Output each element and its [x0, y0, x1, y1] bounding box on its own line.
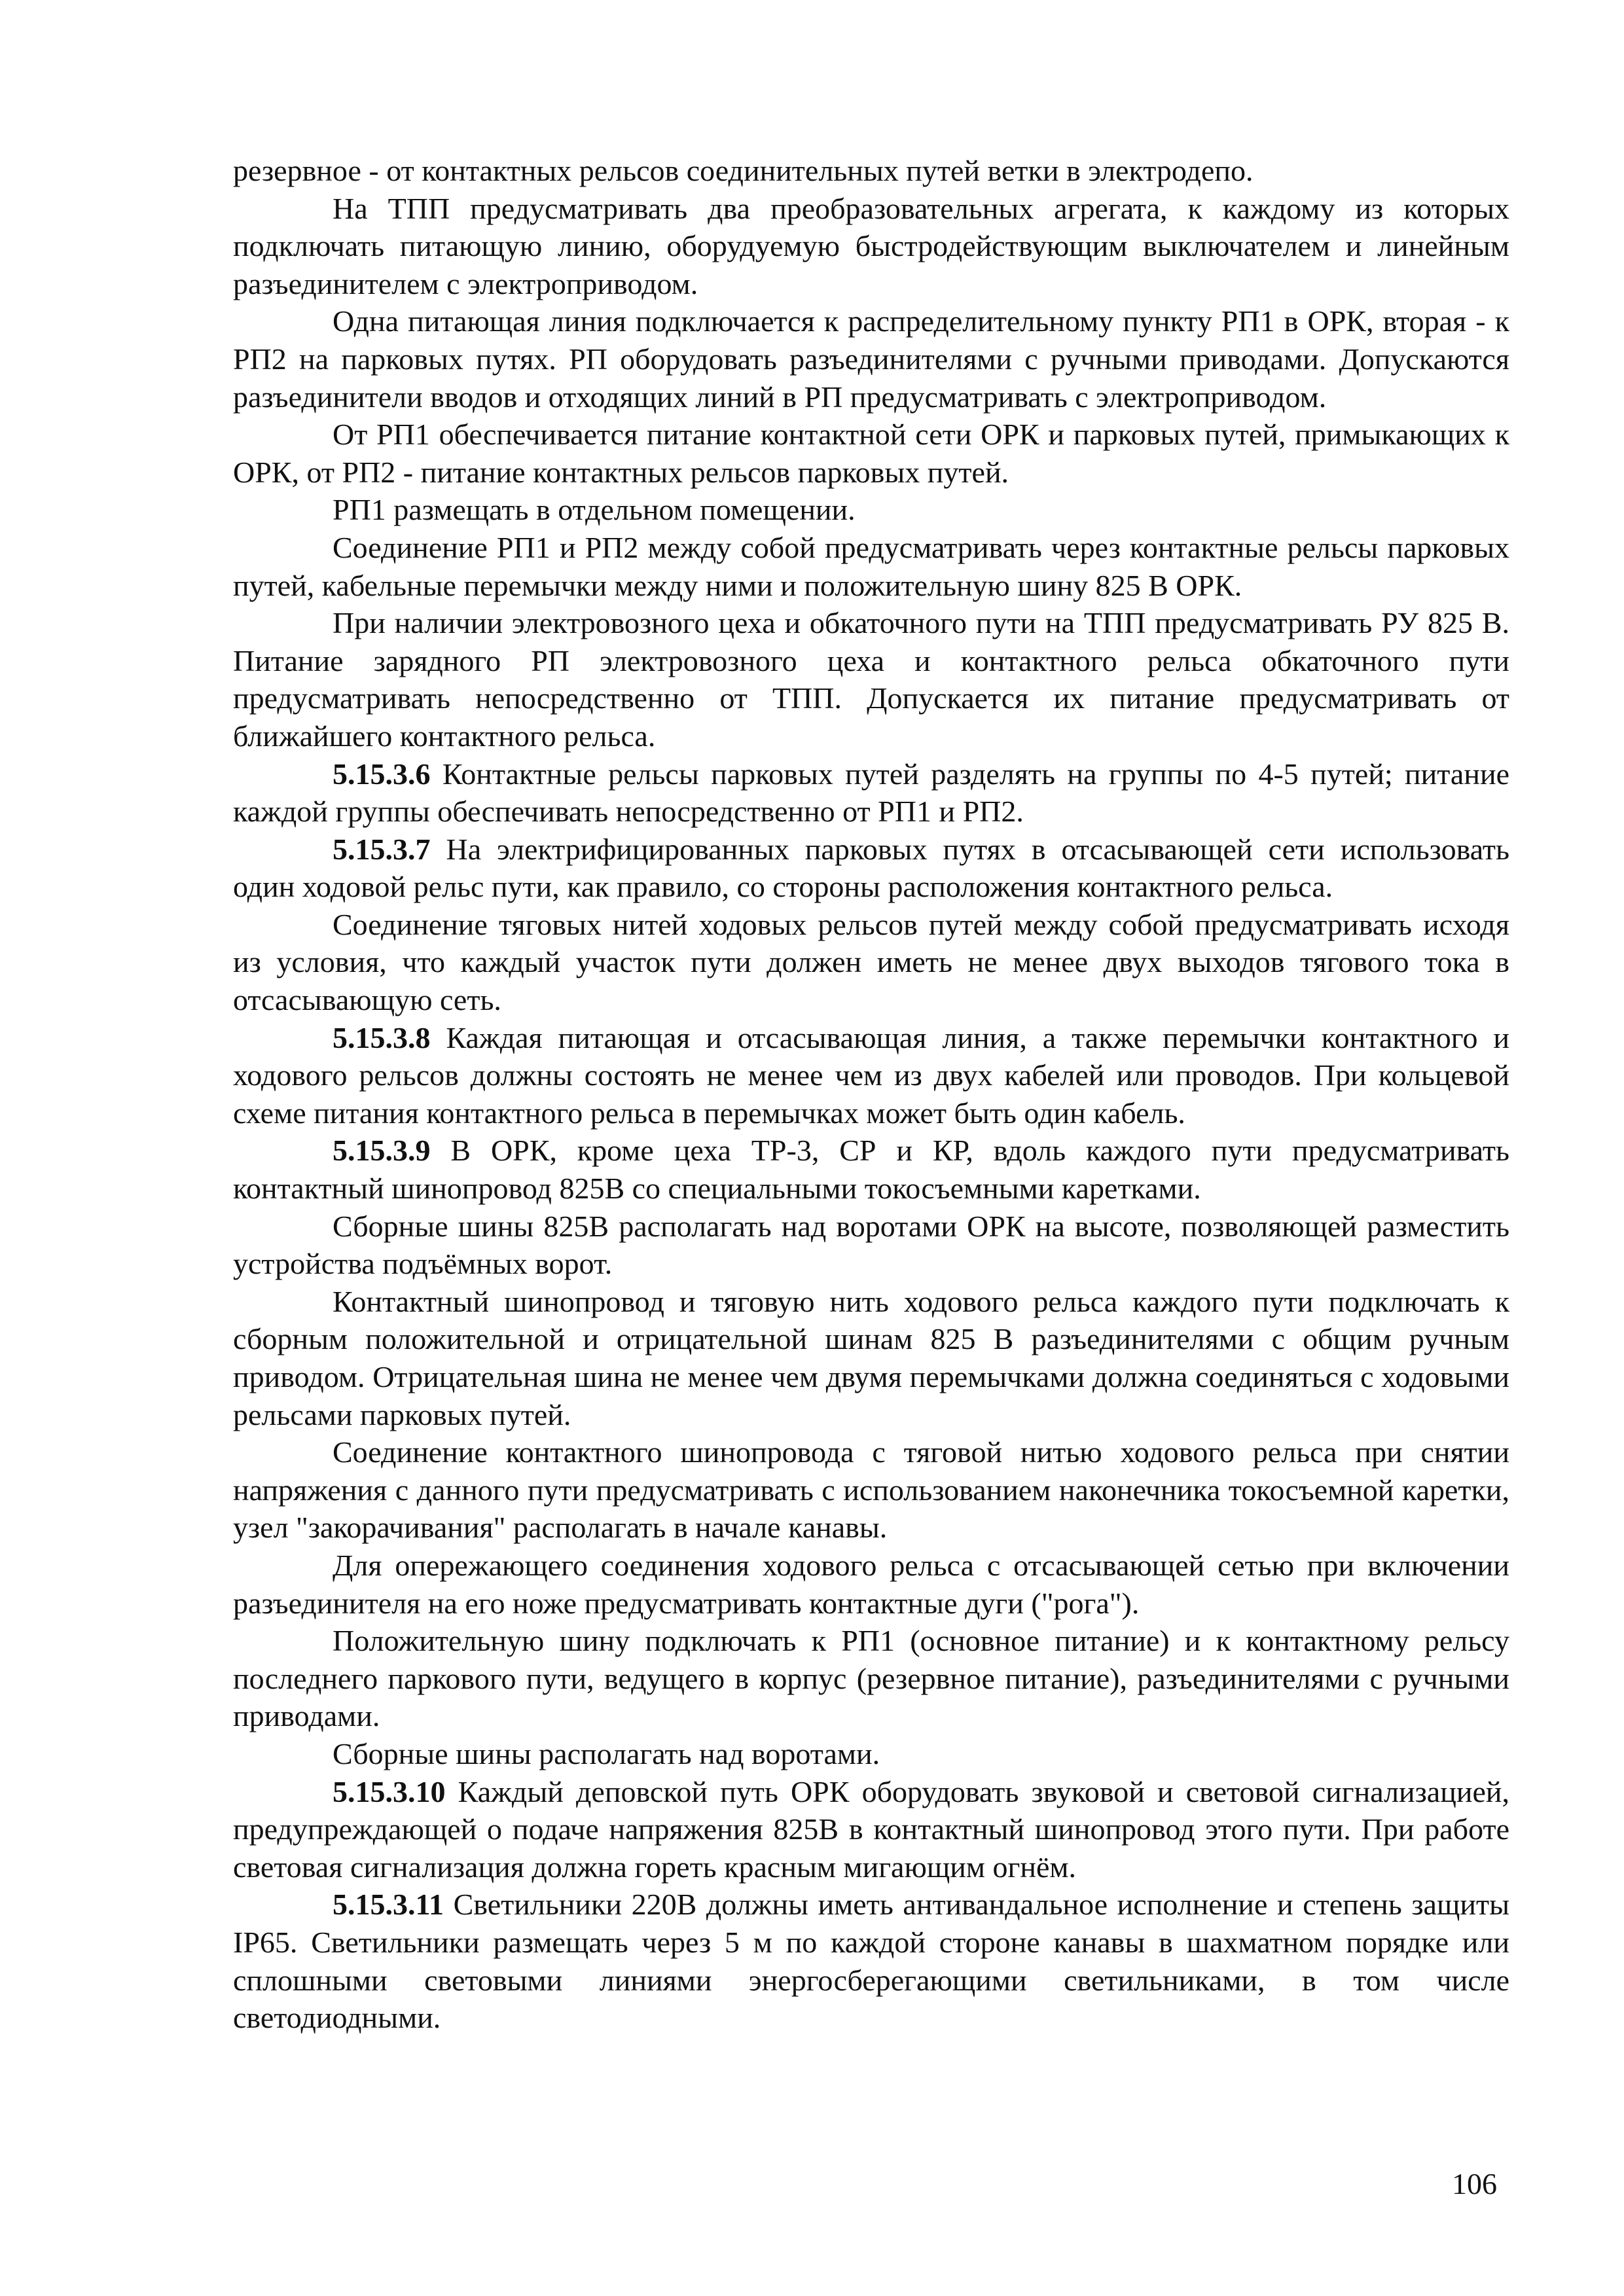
section-number: 5.15.3.9: [333, 1134, 431, 1168]
document-body: [233, 152, 1509, 2037]
paragraph: От РП1 обеспечивается питание контактной сети ОРК и парковых путей, примыкающих к ОРК, от РП2 - питание контактных рельсов парковых путей.: [233, 418, 1509, 489]
page-number: 106: [1452, 2167, 1497, 2200]
paragraph: Соединение тяговых нитей ходовых рельсов путей между собой предусматривать исходя из условия, что каждый участок пути должен иметь не менее двух выходов тягового тока в отсасывающую сеть.: [233, 907, 1509, 1017]
paragraph: Для опережающего соединения ходового рельса с отсасывающей сетью при включении разъединителя на его ноже предусматривать контактные дуги ("рога").: [233, 1548, 1509, 1620]
paragraph: Соединение контактного шинопровода с тяговой нитью ходового рельса при снятии напряжения с данного пути предусматривать с использованием наконечника токосъемной каретки, узел "закорачивания" располагать в начале канавы.: [233, 1435, 1509, 1545]
section-number: 5.15.3.11: [333, 1888, 444, 1922]
paragraph: Сборные шины 825В располагать над воротами ОРК на высоте, позволяющей разместить устройства подъёмных ворот.: [233, 1209, 1509, 1281]
paragraph: РП1 размещать в отдельном помещении.: [333, 493, 856, 527]
paragraph: Положительную шину подключать к РП1 (основное питание) и к контактному рельсу последнего паркового пути, ведущего в корпус (резервное питание), разъединителями с ручными приводами.: [233, 1624, 1509, 1733]
section-paragraph: 5.15.3.9 В ОРК, кроме цеха ТР-3, СР и КР, вдоль каждого пути предусматривать контактный шинопровод 825В со специальными токосъемными каретками.: [233, 1134, 1509, 1206]
paragraph: Соединение РП1 и РП2 между собой предусматривать через контактные рельсы парковых путей, кабельные перемычки между ними и положительную шину 825 В ОРК.: [233, 530, 1509, 602]
paragraph: Контактный шинопровод и тяговую нить ходового рельса каждого пути подключать к сборным положительной и отрицательной шинам 825 В разъединителями с общим ручным приводом. Отрицательная шина не менее чем двумя перемычками должна соединяться с ходовыми рельсами парковых путей.: [233, 1284, 1509, 1431]
paragraph: При наличии электровозного цеха и обкаточного пути на ТПП предусматривать РУ 825 В. Питание зарядного РП электровозного цеха и контактного рельса обкаточного пути предусматривать непосредственно от ТПП. Допускается их питание предусматривать от ближайшего контактного рельса.: [233, 606, 1509, 753]
section-number: 5.15.3.7: [333, 832, 431, 866]
section-paragraph: 5.15.3.10 Каждый деповской путь ОРК оборудовать звуковой и световой сигнализацией, предупреждающей о подаче напряжения 825В в контактный шинопровод этого пути. При работе световая сигнализация должна гореть красным мигающим огнём.: [233, 1774, 1509, 1884]
section-paragraph: 5.15.3.6 Контактные рельсы парковых путей разделять на группы по 4-5 путей; питание каждой группы обеспечивать непосредственно от РП1 и РП2.: [233, 757, 1510, 829]
section-number: 5.15.3.6: [333, 757, 431, 791]
section-paragraph: 5.15.3.11 Светильники 220В должны иметь антивандальное исполнение и степень защиты IP65. Светильники размещать через 5 м по каждой стороне канавы в шахматном порядке или сплошными световыми линиями энергосберегающими светильниками, в том числе светодиодными.: [233, 1888, 1510, 2035]
section-paragraph: 5.15.3.8 Каждая питающая и отсасывающая линия, а также перемычки контактного и ходового рельсов должны состоять не менее чем из двух кабелей или проводов. При кольцевой схеме питания контактного рельса в перемычках может быть один кабель.: [233, 1020, 1510, 1130]
paragraph: Одна питающая линия подключается к распределительному пункту РП1 в ОРК, вторая - к РП2 на парковых путях. РП оборудовать разъединителями с ручными приводами. Допускаются разъединители вводов и отходящих линий в РП предусматривать с электроприводом.: [233, 304, 1509, 414]
section-number: 5.15.3.8: [333, 1020, 431, 1054]
paragraph: Сборные шины располагать над воротами.: [333, 1736, 880, 1770]
section-number: 5.15.3.10: [333, 1774, 446, 1808]
paragraph: резервное - от контактных рельсов соединительных путей ветки в электродепо.: [233, 154, 1254, 187]
section-paragraph: 5.15.3.7 На электрифицированных парковых путях в отсасывающей сети использовать один ходовой рельс пути, как правило, со стороны расположения контактного рельса.: [233, 832, 1510, 904]
paragraph: На ТПП предусматривать два преобразовательных агрегата, к каждому из которых подключать питающую линию, оборудуемую быстродействующим выключателем и линейным разъединителем с электроприводом.: [233, 191, 1509, 300]
